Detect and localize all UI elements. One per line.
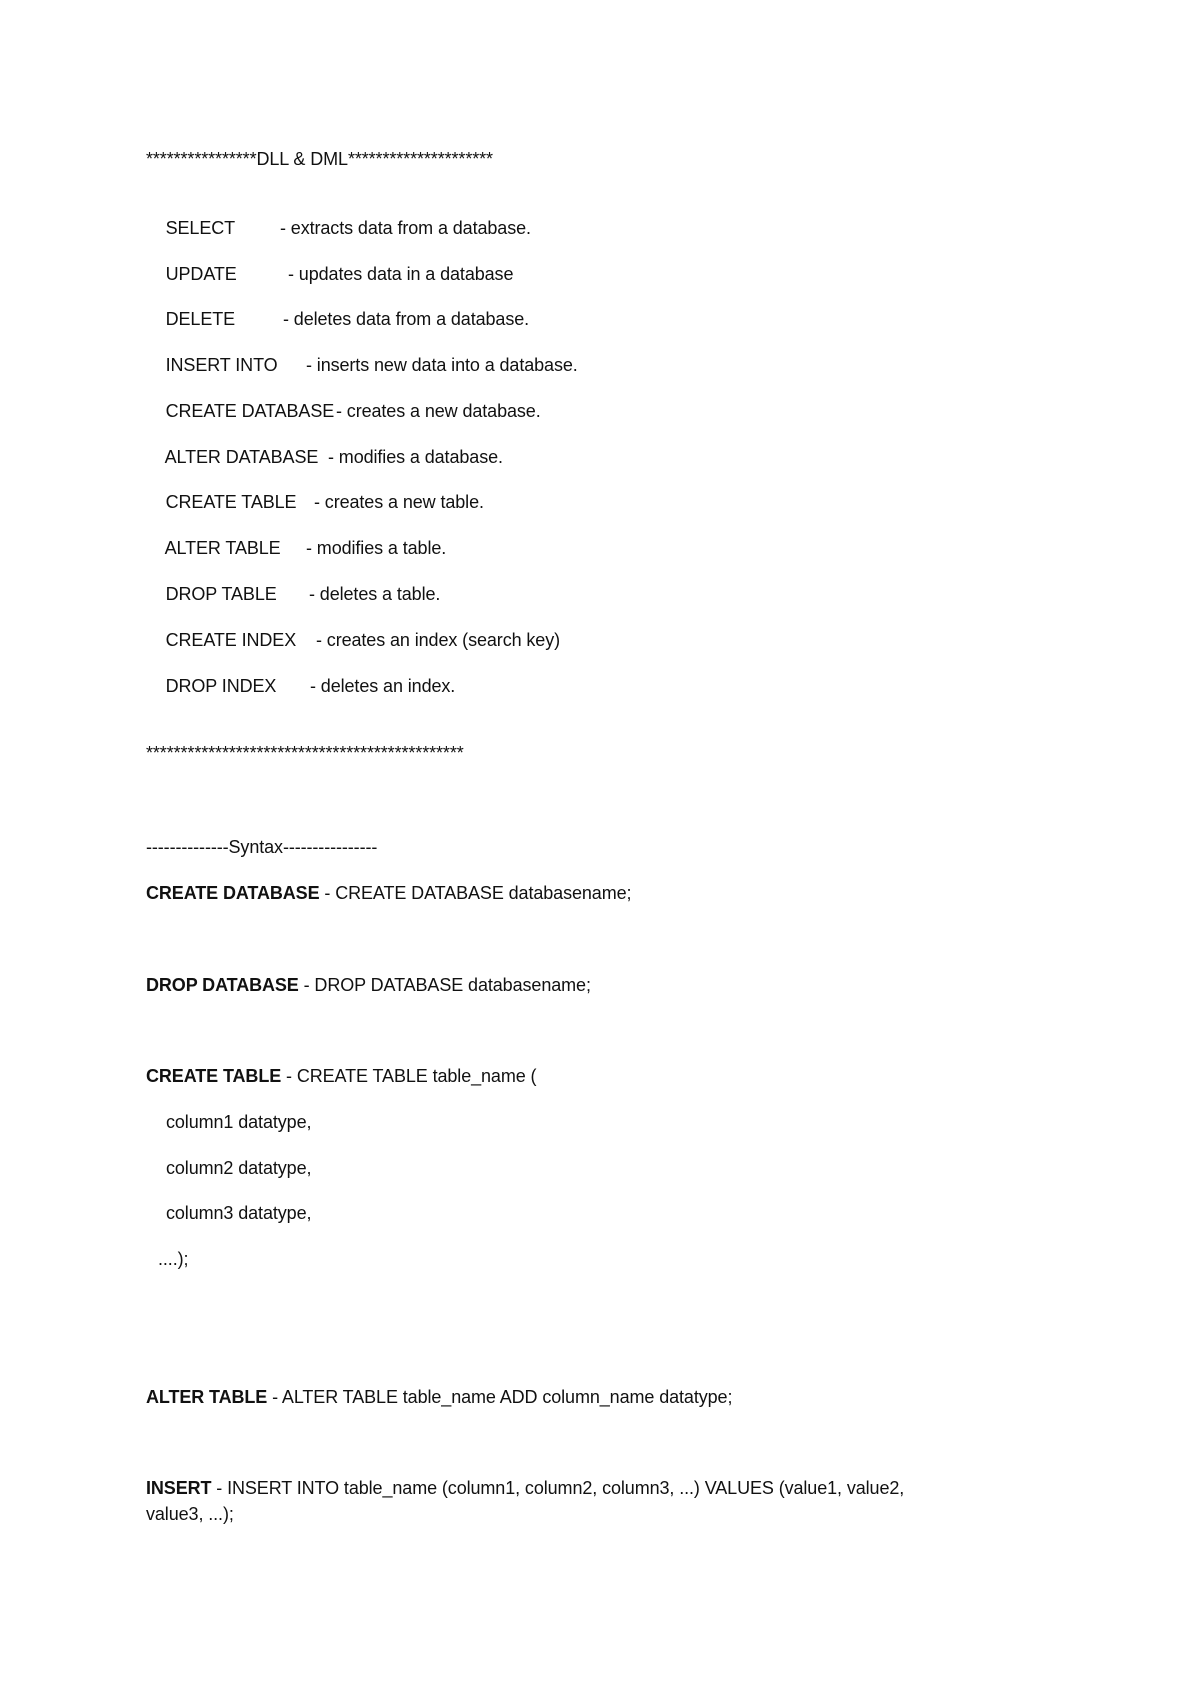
command-description: - creates an index (search key)	[316, 630, 561, 650]
syntax-label: CREATE TABLE	[146, 1066, 282, 1086]
syntax-column-line: column1 datatype,	[166, 1112, 312, 1132]
command-name: ALTER TABLE	[164, 538, 281, 558]
syntax-create-table	[146, 1065, 536, 1087]
command-name: CREATE INDEX	[165, 630, 297, 650]
command-description: - modifies a table.	[306, 538, 447, 558]
syntax-text: - CREATE TABLE table_name (	[281, 1066, 537, 1086]
syntax-drop-database	[146, 974, 591, 996]
command-row	[146, 653, 456, 719]
syntax-close-line: ....);	[158, 1249, 189, 1269]
command-name: DELETE	[165, 309, 236, 329]
command-name: INSERT INTO	[165, 355, 278, 375]
syntax-alter-table	[146, 1386, 732, 1408]
syntax-column-line: column3 datatype,	[166, 1203, 312, 1223]
syntax-label: INSERT	[146, 1478, 212, 1498]
syntax-insert-continued: value3, ...);	[146, 1504, 234, 1524]
syntax-create-database	[146, 882, 631, 904]
command-name: SELECT	[165, 218, 236, 238]
section-header: ****************DLL & DML*********************	[146, 149, 493, 169]
command-description: - deletes a table.	[309, 584, 441, 604]
command-name: DROP INDEX	[165, 676, 277, 696]
command-description: - deletes an index.	[310, 676, 456, 696]
command-description: - extracts data from a database.	[280, 218, 531, 238]
command-description: - updates data in a database	[288, 264, 514, 284]
syntax-label: ALTER TABLE	[146, 1387, 268, 1407]
syntax-text: - CREATE DATABASE databasename;	[319, 883, 632, 903]
command-description: - modifies a database.	[328, 447, 503, 467]
section-divider: **********************************************	[146, 743, 464, 763]
syntax-label: CREATE DATABASE	[146, 883, 320, 903]
syntax-text: - DROP DATABASE databasename;	[298, 975, 591, 995]
command-description: - creates a new table.	[314, 492, 484, 512]
command-description: - creates a new database.	[336, 401, 541, 421]
command-name: DROP TABLE	[165, 584, 277, 604]
syntax-column-line: column2 datatype,	[166, 1158, 312, 1178]
syntax-text: - ALTER TABLE table_name ADD column_name datatype;	[267, 1387, 733, 1407]
command-name: ALTER DATABASE	[164, 447, 319, 467]
command-description: - deletes data from a database.	[283, 309, 530, 329]
syntax-insert	[146, 1477, 904, 1499]
command-description: - inserts new data into a database.	[306, 355, 578, 375]
command-name: CREATE DATABASE	[165, 401, 335, 421]
command-name: CREATE TABLE	[165, 492, 297, 512]
command-name: UPDATE	[165, 264, 237, 284]
syntax-label: DROP DATABASE	[146, 975, 299, 995]
syntax-heading: --------------Syntax----------------	[146, 837, 378, 857]
syntax-text: - INSERT INTO table_name (column1, column2, column3, ...) VALUES (value1, value2,	[211, 1478, 905, 1498]
